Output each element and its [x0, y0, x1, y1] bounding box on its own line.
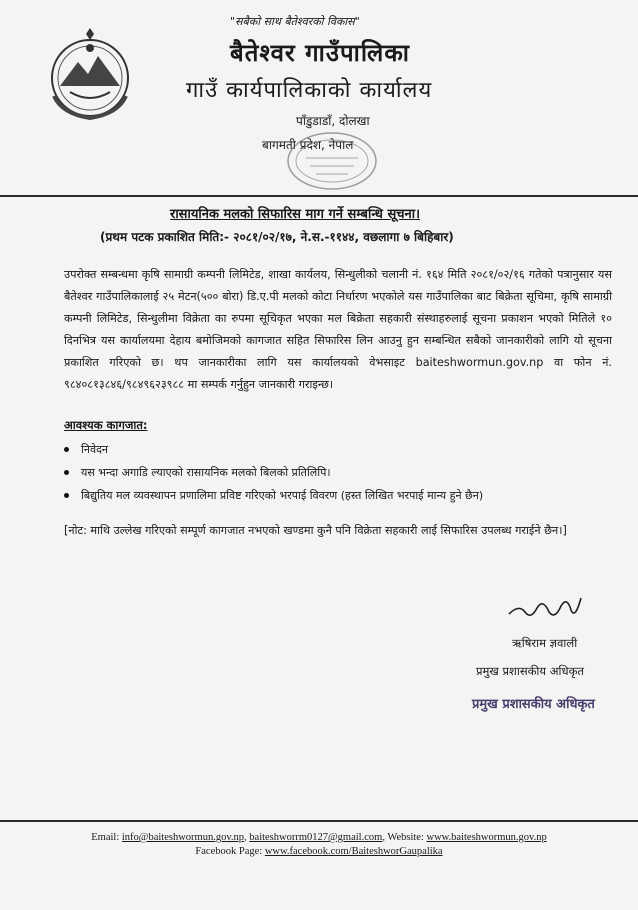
notice-note: [नोट: माथि उल्लेख गरिएको सम्पूर्ण कागजात नभएको खण्डमा कुनै पनि विक्रेता सहकारी लाई सिफारिस उपलब्ध गराईने छैन।]	[64, 524, 567, 537]
list-item	[64, 484, 483, 507]
nepal-emblem-icon	[40, 26, 140, 126]
address-line2: बागमती प्रदेश, नेपाल	[262, 138, 354, 152]
list-item	[64, 438, 483, 461]
footer-facebook	[0, 846, 638, 857]
email-label: Email:	[91, 832, 120, 843]
website-link[interactable]: www.baiteshwormun.gov.np	[426, 832, 547, 843]
seal-post: प्रमुख प्रशासकीय अधिकृत	[472, 697, 595, 712]
footer-contact: Email: info@baiteshwormun.gov.np, baiteshworrm0127@gmail.com, Website: www.baiteshwormun.gov.np	[91, 832, 547, 843]
website-label: Website:	[387, 832, 424, 843]
bullet-icon	[64, 447, 69, 452]
office-title-line2: गाउँ कार्यपालिकाको कार्यालय	[186, 78, 433, 103]
email-link-2[interactable]: baiteshworrm0127@gmail.com	[249, 832, 383, 843]
office-title-line1: बैतेश्वर गाउँपालिका	[230, 39, 410, 67]
requirements-list	[64, 438, 483, 507]
bullet-icon	[64, 470, 69, 475]
signature-icon	[505, 590, 585, 624]
notice-body: उपरोक्त सम्बन्धमा कृषि सामाग्री कम्पनी लिमिटेड, शाखा कार्यलय, सिन्धुलीको चलानी नं. १६४ मिति २०८१/०२/१६ गतेको पत्रानुसार यस बैतेश्वर गाउँपालिकालाई २५ मेटन(५०० बोरा) डि.ए.पी मलको कोटा निर्धारण भएकोले यस गाउँपालिका बाट बिक्रेता सूचिमा, कृषि सामाग्री कम्पनी लिमिटेड, सिन्धुलीमा विक्रेता का रुपमा सूचिकृत भएका मल बिक्रेता सहकारी संस्थाहरुलाई सूचना प्रकाशन भएको मितिले १० दिनभित्र यस कार्यालयमा देहाय बमोजिमको कागजात सहित सिफारिस लिन आउनु हुन सम्बन्धित सबैको जानकारीको लागि यो सूचना प्रकाशित गरिएको छ। थप जानकारीका लागि यस कार्यालयको वेभसाइट baiteshwormun.gov.np वा फोन नं. ९८४०८१३८४६/९८४९६२३९८८ मा सम्पर्क गर्नुहुन जानकारी गराइन्छ।	[64, 268, 612, 391]
facebook-link[interactable]: www.facebook.com/BaiteshworGaupalika	[264, 846, 443, 857]
requirement-text: निवेदन	[81, 443, 109, 456]
motto: "सबैको साथ बैतेश्वरको विकास"	[230, 15, 360, 28]
email-link-1[interactable]: info@baiteshwormun.gov.np	[121, 832, 245, 843]
notice-subject: रासायनिक मलको सिफारिस माग गर्ने सम्बन्धि सूचना।	[170, 207, 421, 222]
published-date: (प्रथम पटक प्रकाशित मिति:- २०८१/०२/१७, ने.स.-११४४, वछलागा ७ बिहिबार)	[100, 230, 454, 244]
address-line1: पाँडुडाडाँ, दोलखा	[296, 114, 370, 128]
office-stamp-icon	[282, 128, 382, 194]
footer-rule	[0, 820, 638, 822]
requirement-text: यस भन्दा अगाडि ल्याएको रासायनिक मलको बिलको प्रतिलिपि।	[81, 466, 331, 479]
bullet-icon	[64, 493, 69, 498]
list-item	[64, 461, 483, 484]
signatory-post: प्रमुख प्रशासकीय अधिकृत	[476, 664, 584, 678]
signatory-name: ऋषिराम ज्ञवाली	[512, 636, 578, 650]
requirements-title: आवश्यक कागजात:	[64, 418, 148, 432]
requirement-text: बिद्युतिय मल व्यवस्थापन प्रणालिमा प्रविष्ट गरिएको भरपाई विवरण (हस्त लिखित भरपाई मान्य हुने छैन)	[81, 489, 484, 502]
facebook-label: Facebook Page:	[195, 846, 263, 857]
header-rule	[0, 195, 638, 197]
